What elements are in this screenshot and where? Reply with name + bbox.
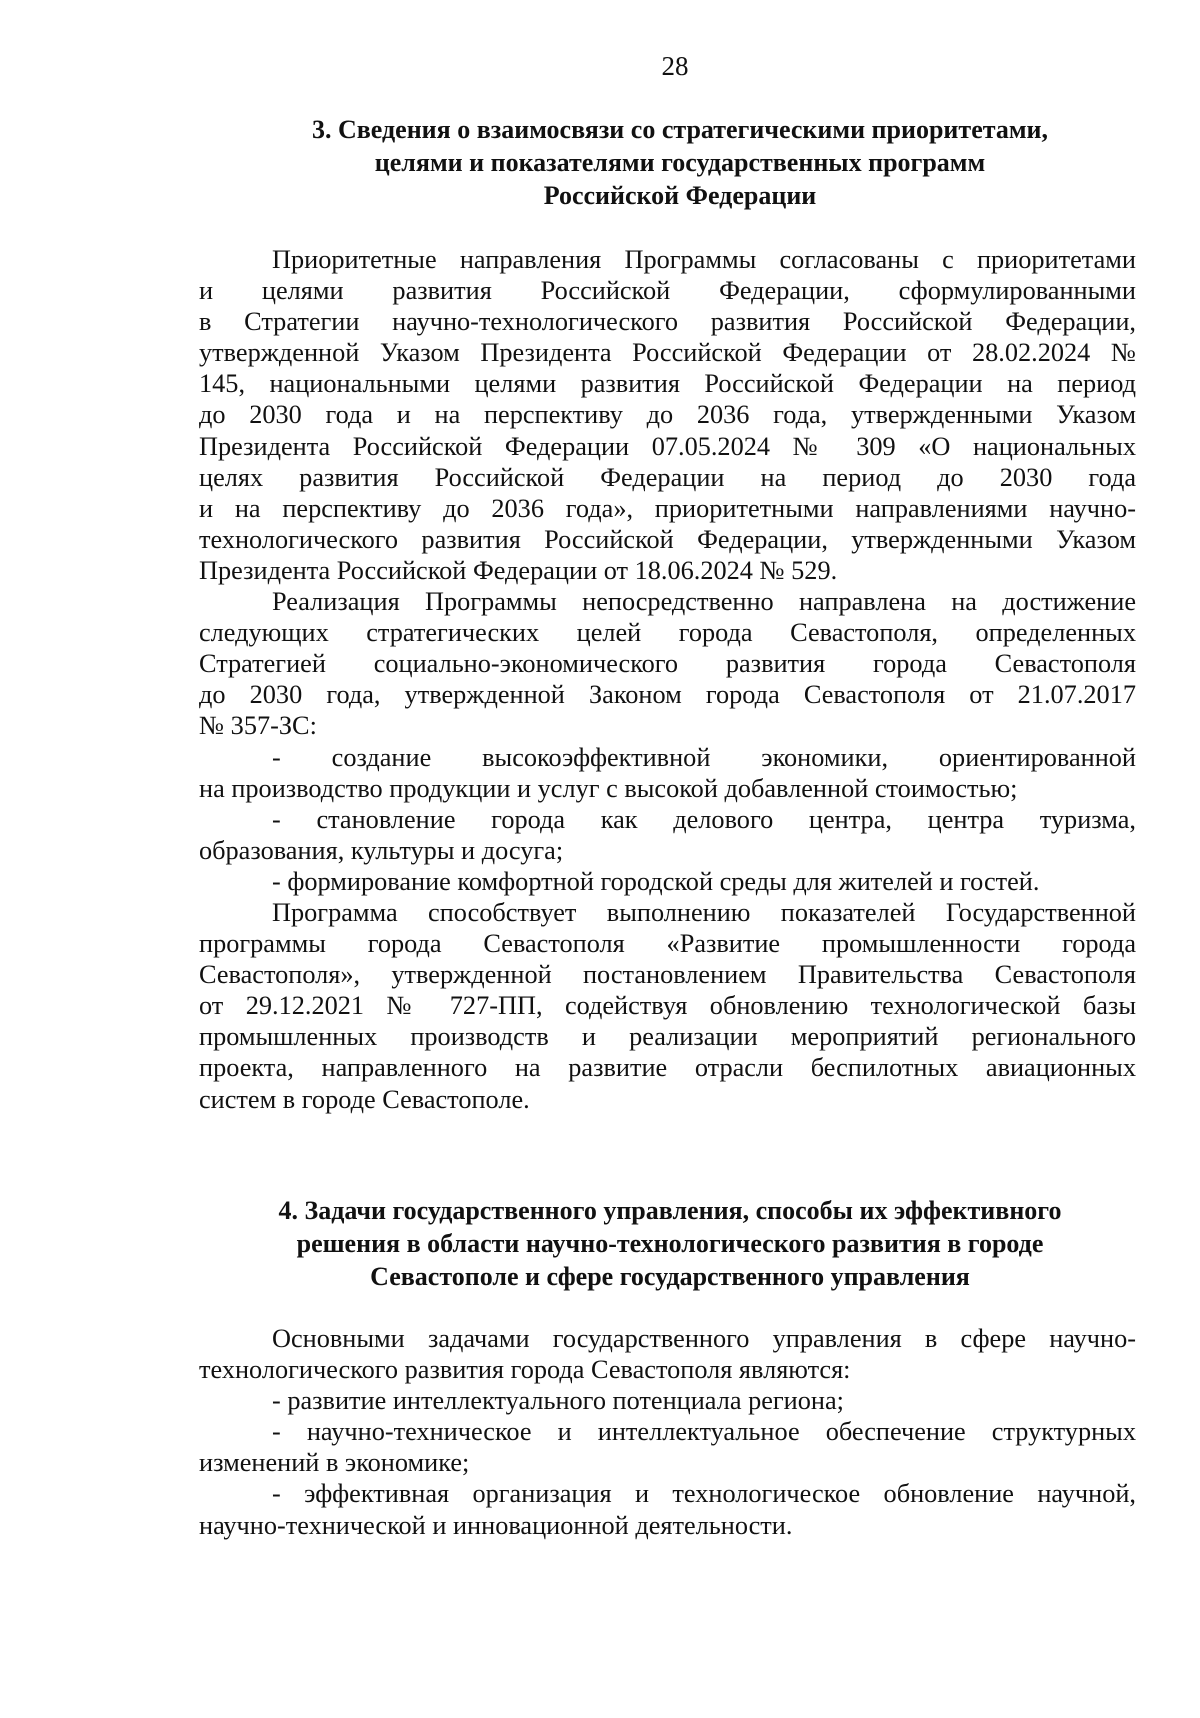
section-3-body: [199, 244, 1136, 1115]
text-line: от 29.12.2021 № 727-ПП, содействуя обновлению технологической базы: [199, 991, 1136, 1021]
text-line: - эффективная организация и технологическое обновление научной,: [272, 1479, 1136, 1509]
text-line: на производство продукции и услуг с высокой добавленной стоимостью;: [199, 773, 1018, 803]
text-line: Стратегией социально-экономического развития города Севастополя: [199, 649, 1136, 679]
text-line: научно-технической и инновационной деятельности.: [199, 1510, 793, 1540]
heading-line: 4. Задачи государственного управления, способы их эффективного: [278, 1196, 1062, 1225]
text-line: проекта, направленного на развитие отрасли беспилотных авиационных: [199, 1053, 1136, 1083]
heading-line: 3. Сведения о взаимосвязи со стратегическими приоритетами,: [311, 115, 1049, 144]
section-4-heading: [200, 1194, 1140, 1293]
heading-line: Российской Федерации: [543, 181, 817, 210]
heading-line: целями и показателями государственных программ: [374, 148, 986, 177]
text-line: программы города Севастополя «Развитие промышленности города: [199, 929, 1136, 959]
text-line: технологического развития города Севастополя являются:: [199, 1355, 851, 1385]
text-line: и целями развития Российской Федерации, сформулированными: [199, 276, 1136, 306]
text-line: Приоритетные направления Программы согласованы с приоритетами: [272, 245, 1136, 274]
text-line: Президента Российской Федерации от 18.06.2024 № 529.: [199, 555, 838, 585]
text-line: образования, культуры и досуга;: [199, 835, 564, 865]
text-line: Севастополя», утвержденной постановлением Правительства Севастополя: [199, 960, 1136, 990]
text-line: - создание высокоэффективной экономики, ориентированной: [272, 742, 1136, 772]
page-number: 28: [661, 51, 689, 81]
text-line: Основными задачами государственного управления в сфере научно-: [272, 1324, 1136, 1353]
text-line: Президента Российской Федерации 07.05.2024 № 309 «О национальных: [199, 431, 1136, 461]
text-line: Программа способствует выполнению показателей Государственной: [272, 897, 1136, 927]
text-line: № 357-ЗС:: [199, 711, 317, 741]
text-line: следующих стратегических целей города Севастополя, определенных: [199, 618, 1136, 648]
text-line: - формирование комфортной городской среды для жителей и гостей.: [272, 866, 1040, 896]
text-line: целях развития Российской Федерации на период до 2030 года: [199, 462, 1136, 492]
text-line: и на перспективу до 2036 года», приоритетными направлениями научно-: [199, 493, 1136, 523]
section-4-body: [199, 1323, 1136, 1541]
text-line: - становление города как делового центра, центра туризма,: [272, 804, 1136, 834]
text-line: 145, национальными целями развития Российской Федерации на период: [199, 369, 1136, 399]
heading-line: Севастополе и сфере государственного управления: [370, 1262, 970, 1291]
heading-line: решения в области научно-технологического развития в городе: [296, 1229, 1044, 1258]
text-line: до 2030 года и на перспективу до 2036 года, утвержденными Указом: [199, 400, 1136, 430]
text-line: до 2030 года, утвержденной Законом города Севастополя от 21.07.2017: [199, 680, 1136, 710]
text-line: - научно-техническое и интеллектуальное обеспечение структурных: [272, 1417, 1136, 1447]
text-line: в Стратегии научно-технологического развития Российской Федерации,: [199, 307, 1136, 337]
text-line: технологического развития Российской Федерации, утвержденными Указом: [199, 524, 1136, 554]
text-line: Реализация Программы непосредственно направлена на достижение: [272, 587, 1136, 617]
text-line: утвержденной Указом Президента Российской Федерации от 28.02.2024 №: [199, 338, 1136, 368]
text-line: изменений в экономике;: [199, 1448, 470, 1478]
section-3-heading: [230, 113, 1130, 212]
text-line: промышленных производств и реализации мероприятий регионального: [199, 1022, 1136, 1052]
text-line: - развитие интеллектуального потенциала региона;: [272, 1386, 844, 1416]
text-line: систем в городе Севастополе.: [199, 1084, 530, 1114]
